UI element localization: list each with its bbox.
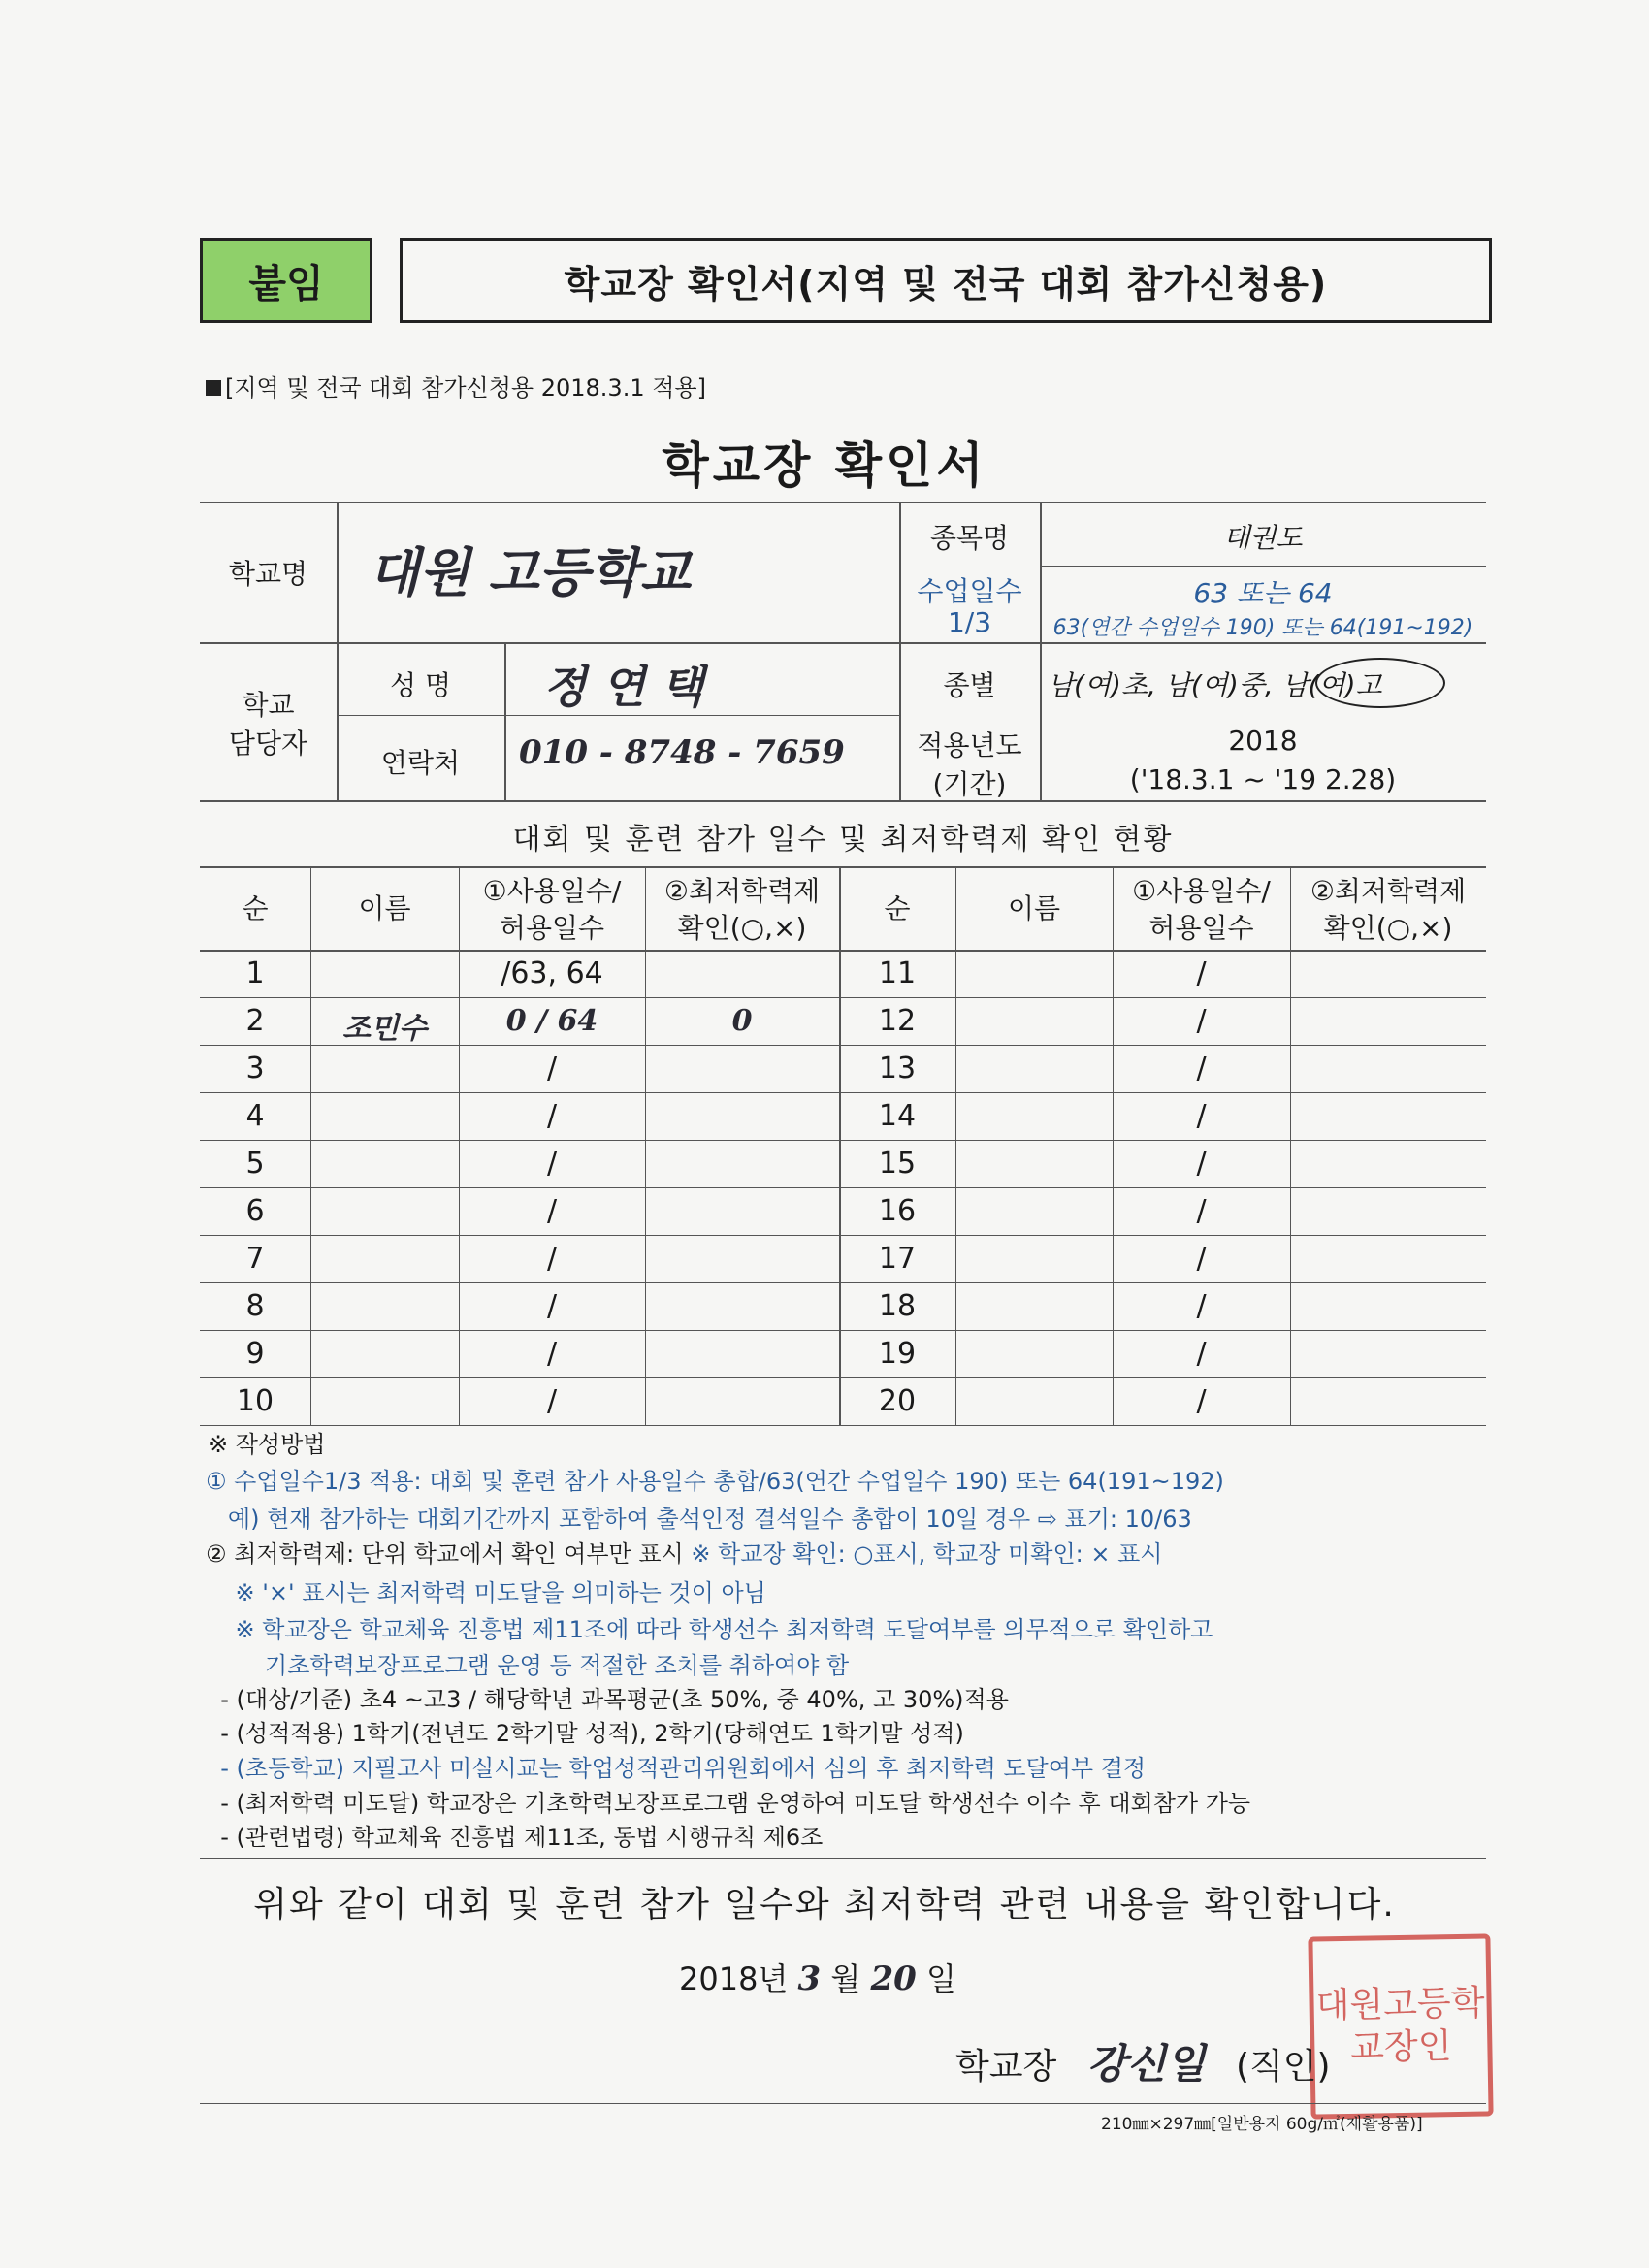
- note-6: - (성적적용) 1학기(전년도 2학기말 성적), 2학기(당해연도 1학기말 성적): [206, 1720, 964, 1747]
- row-number-cell: 8: [245, 1289, 265, 1323]
- row-days-cell: /: [546, 1337, 558, 1371]
- row-days-cell: /: [1196, 1242, 1207, 1276]
- sport-value: 태권도: [1223, 522, 1303, 554]
- school-name-value: 대원 고등학교: [369, 541, 691, 603]
- class-days-value-1: 63 또는 64: [1193, 577, 1333, 609]
- principal-name: 강신일: [1086, 2040, 1206, 2088]
- row-days-cell: /: [1196, 1052, 1207, 1085]
- class-days-label-1: 수업일수: [917, 575, 1022, 607]
- row-number-cell: 16: [878, 1194, 917, 1228]
- header-min-academic-left: ②최저학력제: [663, 875, 821, 907]
- applicability-note-text: [지역 및 전국 대회 참가신청용 2018.3.1 적용]: [225, 374, 706, 402]
- selection-circle-icon: [1315, 658, 1445, 708]
- note-4b: 기초학력보장프로그램 운영 등 적절한 조치를 취하여야 함: [206, 1652, 850, 1679]
- row-number-cell: 12: [878, 1004, 917, 1038]
- school-seal-stamp: 대원고등학교장인: [1308, 1933, 1493, 2119]
- header-confirm-right: 확인(○,×): [1323, 912, 1453, 944]
- principal-label: 학교장: [955, 2047, 1057, 2087]
- class-days-label-2: 1/3: [947, 606, 992, 638]
- row-days-cell: /: [546, 1242, 558, 1276]
- row-check-cell: 0: [731, 1004, 753, 1038]
- row-number-cell: 1: [245, 956, 265, 990]
- attachment-badge: 붙임: [200, 238, 372, 323]
- applicability-note: [206, 369, 706, 403]
- school-name-label: 학교명: [228, 558, 308, 590]
- note-3: ※ '×' 표시는 최저학력 미도달을 의미하는 것이 아님: [206, 1579, 766, 1606]
- manager-label-1: 학교: [242, 689, 295, 721]
- contact-label: 연락처: [380, 747, 461, 779]
- class-days-value-2: 63(연간 수업일수 190) 또는 64(191~192): [1052, 616, 1473, 640]
- year-value-1: 2018: [1228, 725, 1298, 757]
- row-days-cell: /: [1196, 1337, 1207, 1371]
- row-days-cell: /: [546, 1052, 558, 1085]
- row-days-cell: /: [1196, 1099, 1207, 1133]
- header-name-right: 이름: [1007, 892, 1061, 924]
- row-days-cell: /: [1196, 956, 1207, 990]
- row-number-cell: 5: [245, 1147, 265, 1181]
- row-number-cell: 7: [245, 1242, 265, 1276]
- square-bullet-icon: [206, 380, 221, 396]
- header-confirm-left: 확인(○,×): [677, 912, 807, 944]
- row-days-cell: /: [1196, 1147, 1207, 1181]
- year-value-2: ('18.3.1 ~ '19 2.28): [1129, 763, 1397, 795]
- category-value: 남(여)초, 남(여)중, 남(여)고: [1048, 669, 1382, 701]
- note-2b: ※ 학교장 확인: ○표시, 학교장 미확인: × 표시: [691, 1540, 1163, 1568]
- note-1b: 예) 현재 참가하는 대회기간까지 포함하여 출석인정 결석일수 총합이 10일 경우 ⇨ 표기: 10/63: [206, 1506, 1192, 1533]
- manager-name-value: 정 연 택: [543, 661, 704, 713]
- contact-value: 010 - 8748 - 7659: [519, 733, 845, 772]
- row-number-cell: 15: [878, 1147, 917, 1181]
- row-number-cell: 10: [236, 1384, 275, 1418]
- row-days-cell: /: [546, 1147, 558, 1181]
- table-row-border: [200, 1425, 1486, 1426]
- row-number-cell: 18: [878, 1289, 917, 1323]
- date-month: 3: [797, 1960, 822, 1998]
- section-title: 대회 및 훈련 참가 일수 및 최저학력제 확인 현황: [512, 823, 1174, 857]
- sport-label: 종목명: [929, 522, 1010, 554]
- row-number-cell: 2: [245, 1004, 265, 1038]
- note-7: - (초등학교) 지필고사 미실시교는 학업성적관리위원회에서 심의 후 최저학력 도달여부 결정: [206, 1755, 1147, 1782]
- row-number-cell: 6: [245, 1194, 265, 1228]
- header-used-days-left: ①사용일수/: [482, 875, 622, 907]
- row-number-cell: 19: [878, 1337, 917, 1371]
- header-name-left: 이름: [358, 892, 411, 924]
- note-5: - (대상/기준) 초4 ~고3 / 해당학년 과목평균(초 50%, 중 40%, 고 30%)적용: [206, 1686, 1009, 1713]
- row-number-cell: 4: [245, 1099, 265, 1133]
- note-9: - (관련법령) 학교체육 진흥법 제11조, 동법 시행규칙 제6조: [206, 1824, 824, 1851]
- table-top-border: [200, 866, 1486, 868]
- year-label-1: 적용년도: [917, 729, 1022, 761]
- date-month-unit: 월: [830, 1960, 861, 1997]
- row-number-cell: 11: [878, 956, 917, 990]
- date-day: 20: [870, 1960, 917, 1998]
- row-days-cell: /: [546, 1194, 558, 1228]
- category-label: 종별: [943, 669, 996, 701]
- row-days-cell: /: [546, 1384, 558, 1418]
- row-name-cell: 조민수: [342, 1012, 427, 1046]
- header-used-days-right: ①사용일수/: [1132, 875, 1271, 907]
- row-days-cell: /: [1196, 1289, 1207, 1323]
- year-label-2: (기간): [932, 768, 1007, 800]
- row-number-cell: 13: [878, 1052, 917, 1085]
- row-days-cell: /: [546, 1099, 558, 1133]
- row-days-cell: /: [1196, 1384, 1207, 1418]
- date-day-unit: 일: [925, 1960, 956, 1997]
- note-2: [206, 1538, 1162, 1571]
- notes-heading: ※ 작성방법: [209, 1431, 326, 1458]
- note-4: ※ 학교장은 학교체육 진흥법 제11조에 따라 학생선수 최저학력 도달여부를 의무적으로 확인하고: [206, 1616, 1213, 1643]
- note-8: - (최저학력 미도달) 학교장은 기초학력보장프로그램 운영하여 미도달 학생선수 이수 후 대회참가 가능: [206, 1790, 1251, 1817]
- note-2a: ② 최저학력제: 단위 학교에서 확인 여부만 표시: [206, 1540, 692, 1568]
- note-1: ① 수업일수1/3 적용: 대회 및 훈련 참가 사용일수 총합/63(연간 수업일수 190) 또는 64(191~192): [206, 1468, 1224, 1495]
- header-no-right: 순: [884, 892, 911, 924]
- confirmation-date: [679, 1955, 956, 1999]
- row-days-cell: /: [1196, 1194, 1207, 1228]
- name-label: 성 명: [390, 669, 451, 701]
- header-no-left: 순: [242, 892, 269, 924]
- seal-placeholder: (직인): [1235, 2047, 1331, 2087]
- date-year: 2018년: [679, 1960, 789, 1997]
- paper-spec-footer: 210㎜×297㎜[일반용지 60g/㎡(재활용품)]: [1101, 2115, 1423, 2134]
- page-title: 학교장 확인서: [662, 437, 987, 494]
- row-days-cell: 0 / 64: [505, 1004, 598, 1038]
- row-days-cell: /: [1196, 1004, 1207, 1038]
- row-number-cell: 17: [878, 1242, 917, 1276]
- row-number-cell: 20: [878, 1384, 917, 1418]
- document-header-title: 학교장 확인서(지역 및 전국 대회 참가신청용): [400, 238, 1492, 323]
- header-allowed-days-left: 허용일수: [499, 912, 605, 944]
- row-days-cell: /: [546, 1289, 558, 1323]
- row-number-cell: 9: [245, 1337, 265, 1371]
- header-allowed-days-right: 허용일수: [1148, 912, 1254, 944]
- header-min-academic-right: ②최저학력제: [1310, 875, 1467, 907]
- confirmation-statement: 위와 같이 대회 및 훈련 참가 일수와 최저학력 관련 내용을 확인합니다.: [253, 1885, 1396, 1925]
- row-number-cell: 3: [245, 1052, 265, 1085]
- row-days-cell: /63, 64: [501, 956, 603, 990]
- row-number-cell: 14: [878, 1099, 917, 1133]
- principal-signature: [955, 2032, 1331, 2090]
- manager-label-2: 담당자: [228, 728, 308, 760]
